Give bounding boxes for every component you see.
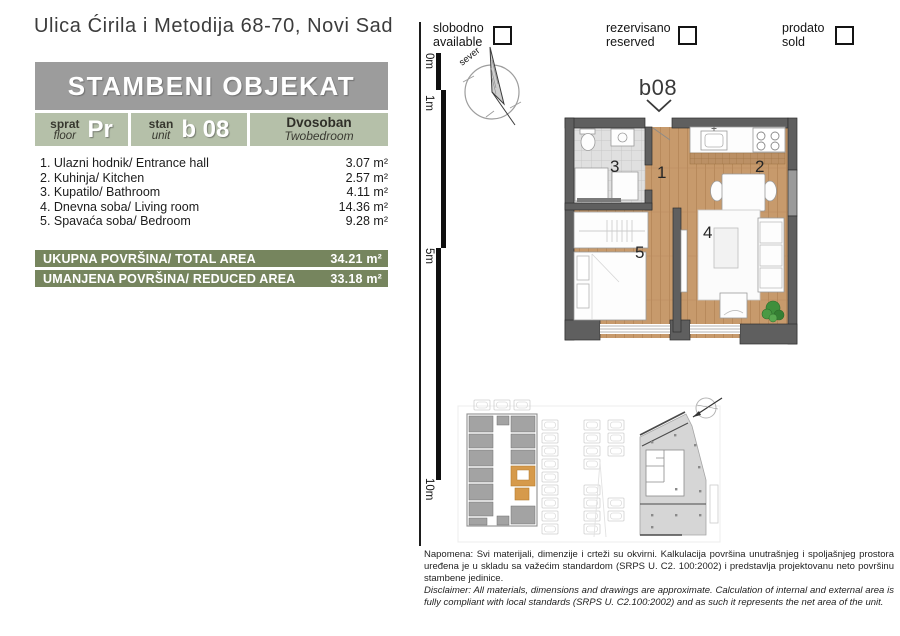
room-number-bathroom: 3 bbox=[610, 157, 620, 176]
unit-value: b 08 bbox=[181, 115, 230, 143]
site-building-secondary bbox=[640, 412, 718, 535]
floorplan-drawing bbox=[561, 110, 801, 348]
legend-available-sr: slobodno bbox=[433, 21, 484, 35]
site-plan-drawing bbox=[450, 392, 740, 552]
room-area: 9.28 m² bbox=[345, 214, 388, 229]
reduced-area-bar bbox=[35, 270, 388, 287]
legend-sold-sr: prodato bbox=[782, 21, 825, 35]
room-area: 2.57 m² bbox=[345, 170, 388, 185]
room-row bbox=[40, 214, 388, 229]
scale-label-5m: 5m bbox=[423, 248, 435, 264]
room-number-kitchen: 2 bbox=[755, 157, 765, 176]
floor-cell bbox=[35, 113, 128, 146]
room-list bbox=[40, 156, 388, 229]
note-disclaimer: Disclaimer: All materials, dimensions and drawings are approximate. Calculation of internal and external area is fully compliant with local standards (SRPS U. C2.100:2002) and as such it represents the net area of the unit. bbox=[424, 584, 894, 608]
total-area-label: UKUPNA POVRŠINA/ TOTAL AREA bbox=[43, 251, 256, 266]
note-napomena: Napomena: Svi materijali, dimenzije i crteži su okvirni. Kalkulacija površina unutrašnjeg i spoljašnjeg prostora uređena je u skladu sa važećim standardom (SRPS U. C2. 100:2002) i predstavlja projektovanu neto površinu stambene jedinice. bbox=[424, 549, 894, 584]
unit-callout-label: b08 bbox=[638, 75, 678, 100]
legend-reserved-sr: rezervisano bbox=[606, 21, 671, 35]
room-row bbox=[40, 156, 388, 171]
site-compass-icon bbox=[693, 398, 722, 418]
room-number-living: 4 bbox=[703, 223, 713, 242]
bedroom-furniture bbox=[574, 252, 646, 320]
room-area: 14.36 m² bbox=[338, 199, 388, 214]
scale-label-1m: 1m bbox=[423, 95, 435, 111]
reduced-area-label: UMANJENA POVRŠINA/ REDUCED AREA bbox=[43, 271, 296, 286]
room-number-hall: 1 bbox=[657, 163, 667, 182]
room-row bbox=[40, 200, 388, 215]
legend-reserved bbox=[606, 22, 671, 49]
total-area-value: 34.21 m² bbox=[330, 251, 382, 266]
room-row bbox=[40, 185, 388, 200]
reduced-area-value: 33.18 m² bbox=[330, 271, 382, 286]
unit-label-sr: stan bbox=[148, 116, 174, 131]
legend-sold-en: sold bbox=[782, 34, 805, 49]
legend-sold bbox=[782, 22, 824, 49]
unit-labels bbox=[149, 118, 174, 142]
address-title: Ulica Ćirila i Metodija 68-70, Novi Sad bbox=[34, 15, 394, 37]
legend-available-en: available bbox=[433, 34, 483, 49]
scale-ruler-segment bbox=[436, 53, 441, 90]
room-name: 2. Kuhinja/ Kitchen bbox=[40, 170, 145, 185]
unit-info-row bbox=[35, 113, 388, 146]
scale-label-0m: 0m bbox=[423, 53, 435, 69]
site-building-main bbox=[467, 414, 537, 526]
vertical-divider bbox=[419, 22, 421, 546]
scale-ruler-segment bbox=[436, 248, 441, 480]
room-name: 3. Kupatilo/ Bathroom bbox=[40, 185, 161, 200]
room-name: 1. Ulazni hodnik/ Entrance hall bbox=[40, 156, 209, 170]
type-en: Twobedroom bbox=[284, 129, 354, 143]
unit-label-en: unit bbox=[151, 129, 171, 142]
room-area: 4.11 m² bbox=[346, 185, 388, 200]
room-number-bedroom: 5 bbox=[635, 243, 645, 262]
room-name: 5. Spavaća soba/ Bedroom bbox=[40, 214, 191, 229]
type-cell bbox=[250, 113, 388, 146]
room-row bbox=[40, 171, 388, 186]
compass-north-label: sever bbox=[457, 45, 483, 69]
floor-labels bbox=[50, 118, 79, 142]
building-header-title: STAMBENI OBJEKAT bbox=[67, 70, 356, 101]
legend-reserved-en: reserved bbox=[606, 34, 655, 49]
total-area-bar bbox=[35, 250, 388, 267]
scale-ruler-segment bbox=[441, 90, 446, 248]
legend-sold-checkbox bbox=[835, 26, 854, 45]
floor-label-sr: sprat bbox=[50, 116, 80, 131]
notes-block bbox=[424, 549, 894, 609]
kitchen-fixtures bbox=[690, 126, 785, 164]
building-header bbox=[35, 62, 388, 110]
room-area: 3.07 m² bbox=[345, 156, 388, 170]
floor-label-en: floor bbox=[53, 129, 76, 142]
compass-north-icon bbox=[452, 40, 532, 130]
unit-cell bbox=[131, 113, 247, 146]
legend-reserved-checkbox bbox=[678, 26, 697, 45]
room-name: 4. Dnevna soba/ Living room bbox=[40, 199, 200, 214]
type-sr: Dvosoban bbox=[286, 115, 352, 130]
scale-label-10m: 10m bbox=[423, 478, 435, 501]
floor-value: Pr bbox=[87, 115, 113, 143]
